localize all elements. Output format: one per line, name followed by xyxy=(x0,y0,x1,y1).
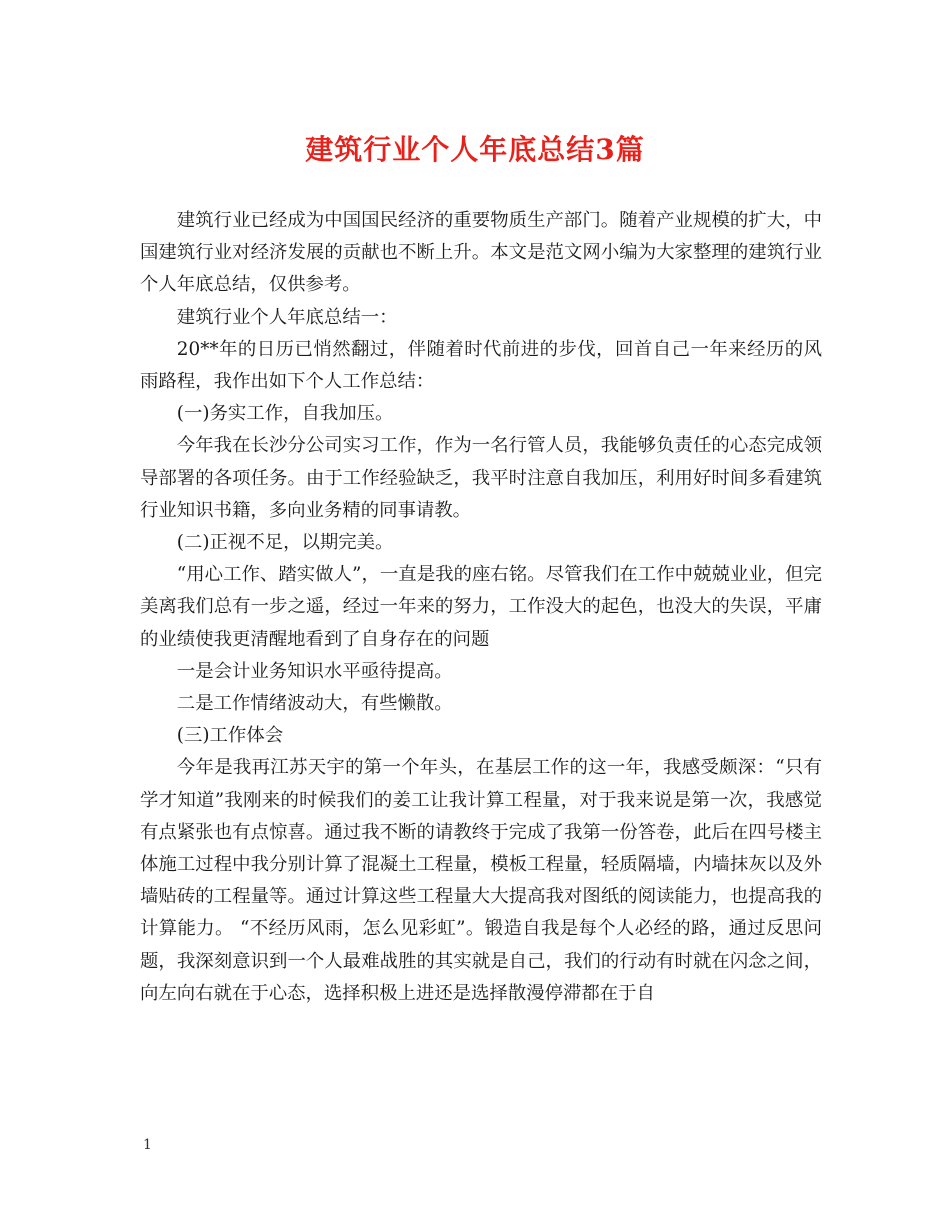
document-title: 建筑行业个人年底总结3篇 xyxy=(305,133,645,166)
opening-paragraph: 20**年的日历已悄然翻过，伴随着时代前进的步伐，回首自己一年来经历的风雨路程，我作出如下个人工作总结： xyxy=(140,338,822,393)
section-heading-one: 建筑行业个人年底总结一： xyxy=(176,306,398,328)
intro-paragraph: 建筑行业已经成为中国国民经济的重要物质生产部门。随着产业规模的扩大，中国建筑行业对经济发展的贡献也不断上升。本文是范文网小编为大家整理的建筑行业个人年底总结，仅供参考。 xyxy=(140,210,822,296)
document-body xyxy=(140,205,822,1010)
page-number: 1 xyxy=(143,1137,152,1153)
subheading-work-experience: (三)工作体会 xyxy=(176,725,284,747)
subheading-face-shortcomings: (二)正视不足，以期完美。 xyxy=(176,532,394,554)
problem-item-one: 一是会计业务知识水平亟待提高。 xyxy=(176,660,453,682)
problem-item-two: 二是工作情绪波动大，有些懒散。 xyxy=(176,693,453,715)
work-experience-paragraph: 今年是我再江苏天宇的第一个年头，在基层工作的这一年，我感受颇深：“只有学才知道”我刚来的时候我们的姜工让我计算工程量，对于我来说是第一次，我感觉有点紧张也有点惊喜。通过我不断的请教终于完成了我第一份答卷，此后在四号楼主体施工过程中我分别计算了混凝土工程量，模板工程量，轻质隔墙，内墙抹灰以及外墙贴砖的工程量等。通过计算这些工程量大大提高我对图纸的阅读能力，也提高我的计算能力。 “不经历风雨，怎么见彩虹”。锻造自我是每个人必经的路，通过反思问题，我深刻意识到一个人最难战胜的其实就是自己，我们的行动有时就在闪念之间，向左向右就在于心态，选择积极上进还是选择散漫停滞都在于自 xyxy=(140,757,822,1004)
practical-work-paragraph: 今年我在长沙分公司实习工作，作为一名行管人员，我能够负责任的心态完成领导部署的各项任务。由于工作经验缺乏，我平时注意自我加压，利用好时间多看建筑行业知识书籍，多向业务精的同事请教。 xyxy=(140,435,822,521)
subheading-practical-work: (一)务实工作，自我加压。 xyxy=(176,403,394,425)
shortcomings-paragraph: “用心工作、踏实做人”，一直是我的座右铭。尽管我们在工作中兢兢业业，但完美离我们总有一步之遥，经过一年来的努力，工作没大的起色，也没大的失误，平庸的业绩使我更清醒地看到了自身存在的问题 xyxy=(140,564,822,650)
